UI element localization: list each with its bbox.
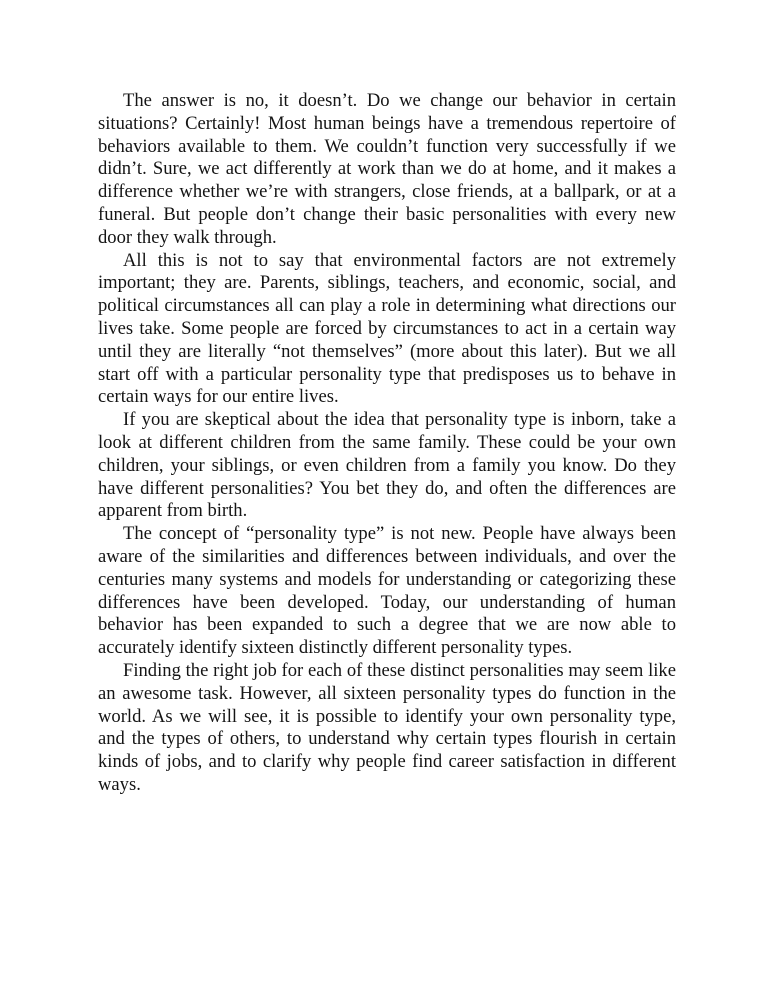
paragraph-3: If you are skeptical about the idea that personality type is inborn, take a look at different children from the same family. These could be your own children, your siblings, or even children from a family you know. Do they have different personalities? You bet they do, and often the differences are apparent from birth.	[98, 409, 676, 522]
paragraph-2: All this is not to say that environmental factors are not extremely important; they are. Parents, siblings, teachers, and economic, social, and political circumstances all can play a role in determining what directions our lives take. Some people are forced by circumstances to act in a certain way until they are literally “not themselves” (more about this later). But we all start off with a particular personality type that predisposes us to behave in certain ways for our entire lives.	[98, 249, 676, 408]
paragraph-5: Finding the right job for each of these distinct personalities may seem like an awesome task. However, all sixteen personality types do function in the world. As we will see, it is possible to identify your own personality type, and the types of others, to understand why certain types flourish in certain kinds of jobs, and to clarify why people find career satisfaction in different ways.	[98, 659, 676, 795]
page-body	[98, 90, 676, 797]
paragraph-4: The concept of “personality type” is not new. People have always been aware of the similarities and differences between individuals, and over the centuries many systems and models for understanding or categorizing these differences have been developed. Today, our understanding of human behavior has been expanded to such a degree that we are now able to accurately identify sixteen distinctly different personality types.	[98, 523, 676, 659]
paragraph-1: The answer is no, it doesn’t. Do we change our behavior in certain situations? Certainly! Most human beings have a tremendous repertoire of behaviors available to them. We couldn’t function very successfully if we didn’t. Sure, we act differently at work than we do at home, and it makes a difference whether we’re with strangers, close friends, at a ballpark, or at a funeral. But people don’t change their basic personalities with every new door they walk through.	[98, 90, 676, 248]
